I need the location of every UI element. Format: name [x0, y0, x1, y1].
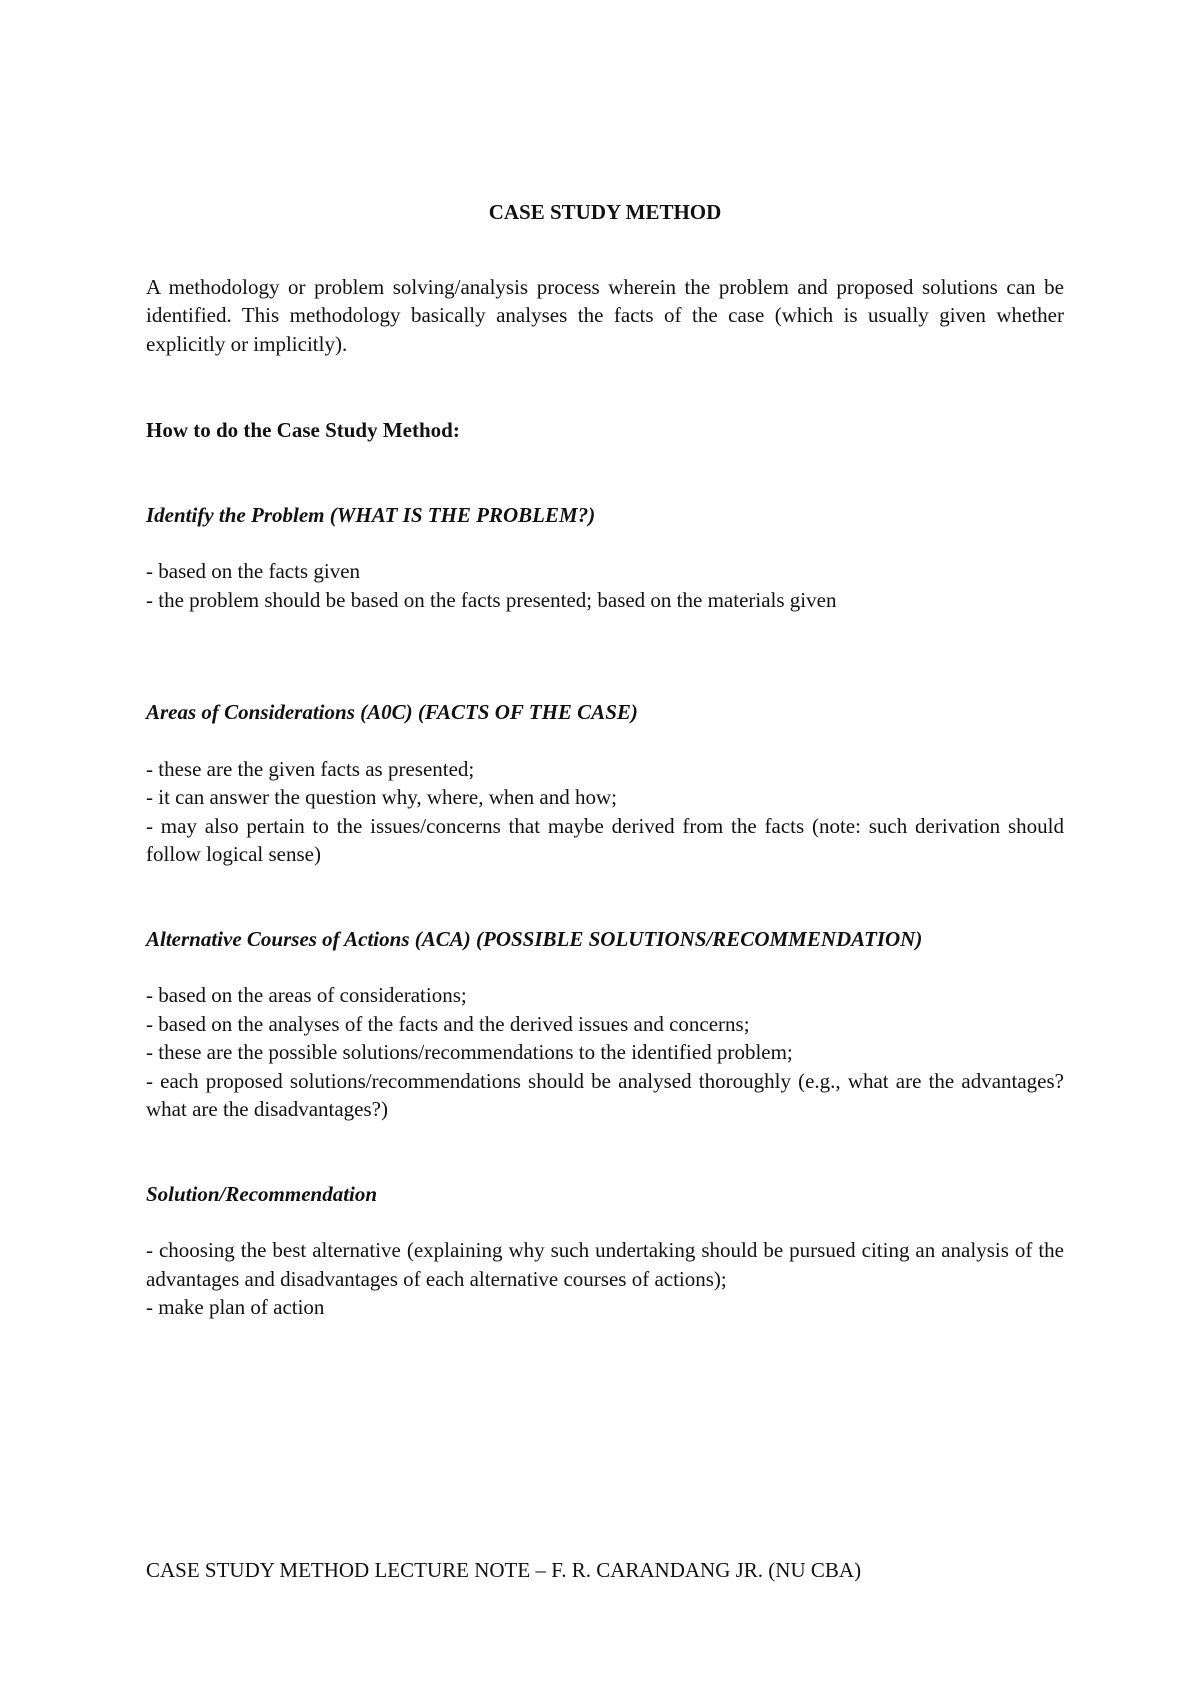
list-item: - based on the analyses of the facts and the derived issues and concerns;	[146, 1011, 750, 1036]
document-body	[146, 198, 1064, 1322]
section-solution-recommendation	[146, 1180, 1064, 1322]
list-item: - make plan of action	[146, 1295, 325, 1319]
list-item: - may also pertain to the issues/concerns that maybe derived from the facts (note: such derivation should follow logical sense)	[146, 813, 1064, 866]
section-heading: Alternative Courses of Actions (ACA) (POSSIBLE SOLUTIONS/RECOMMENDATION)	[146, 926, 923, 951]
bullet-list	[146, 1236, 1064, 1322]
bullet-list	[146, 557, 1064, 614]
section-heading: Identify the Problem (WHAT IS THE PROBLEM?)	[146, 502, 596, 527]
list-item: - the problem should be based on the facts presented; based on the materials given	[146, 587, 837, 612]
bullet-list	[146, 981, 1064, 1124]
list-item: - based on the facts given	[146, 559, 361, 583]
list-item: - choosing the best alternative (explaining why such undertaking should be pursued citing an analysis of the advantages and disadvantages of each alternative courses of actions);	[146, 1238, 1064, 1291]
list-item: - these are the given facts as presented;	[146, 756, 475, 781]
list-item: - each proposed solutions/recommendations should be analysed thoroughly (e.g., what are the advantages? what are the disadvantages?)	[146, 1068, 1064, 1121]
method-subheading: How to do the Case Study Method:	[146, 418, 460, 442]
list-item: - based on the areas of considerations;	[146, 983, 467, 1007]
page-footer: CASE STUDY METHOD LECTURE NOTE – F. R. CARANDANG JR. (NU CBA)	[146, 1558, 862, 1582]
list-item: - it can answer the question why, where, when and how;	[146, 785, 618, 809]
section-heading: Solution/Recommendation	[146, 1181, 378, 1206]
section-alternative-courses	[146, 925, 1064, 1124]
intro-paragraph: A methodology or problem solving/analysis process wherein the problem and proposed solutions can be identified. This methodology basically analyses the facts of the case (which is usually given whether explicitly or implicitly).	[146, 274, 1064, 356]
section-heading: Areas of Considerations (A0C) (FACTS OF THE CASE)	[146, 700, 638, 724]
list-item: - these are the possible solutions/recommendations to the identified problem;	[146, 1040, 793, 1064]
document-title: CASE STUDY METHOD	[488, 200, 722, 224]
section-identify-problem	[146, 501, 1064, 615]
bullet-list	[146, 755, 1064, 869]
section-areas-of-considerations	[146, 698, 1064, 869]
